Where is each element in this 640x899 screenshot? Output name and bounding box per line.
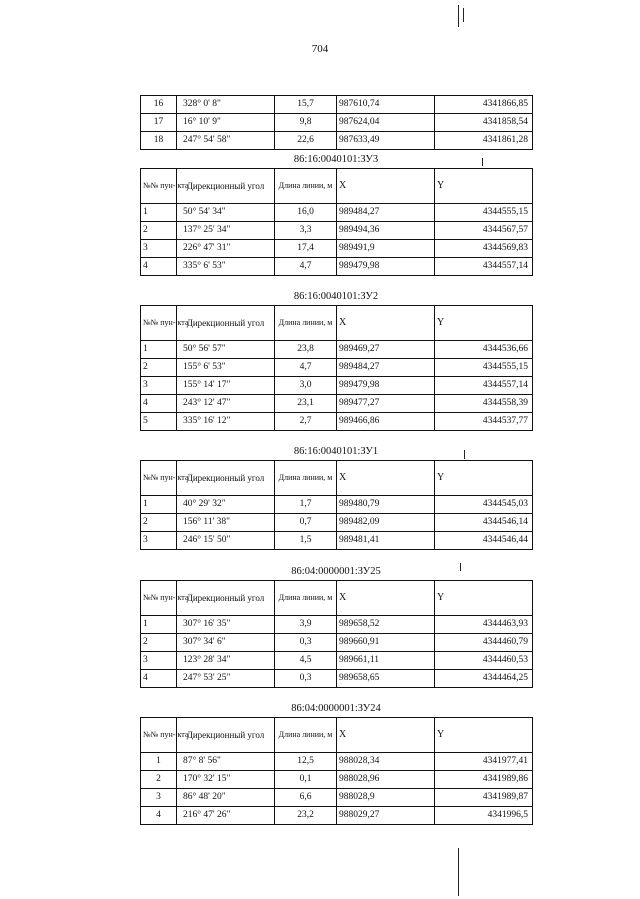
length-cell: 4,7 — [275, 258, 337, 276]
bearing-cell: 87° 8' 56" — [177, 753, 275, 771]
point-number-cell: 2 — [141, 634, 177, 652]
point-number-cell: 2 — [141, 514, 177, 532]
point-number-cell: 17 — [141, 114, 177, 132]
plot-zu3-section — [140, 152, 532, 276]
bearing-cell: 216° 47' 26" — [177, 807, 275, 825]
y-coordinate-cell: 4344460,79 — [435, 634, 533, 652]
length-cell: 4,7 — [275, 359, 337, 377]
bearing-cell: 170° 32' 15" — [177, 771, 275, 789]
point-number-cell: 1 — [141, 616, 177, 634]
header-y: Y — [435, 169, 533, 204]
table-row — [141, 789, 533, 807]
bearing-cell: 155° 14' 17" — [177, 377, 275, 395]
data-table — [140, 580, 533, 688]
x-coordinate-cell: 987633,49 — [337, 132, 435, 150]
point-number-cell: 1 — [141, 753, 177, 771]
header-y: Y — [435, 461, 533, 496]
x-coordinate-cell: 989479,98 — [337, 258, 435, 276]
x-coordinate-cell: 989658,52 — [337, 616, 435, 634]
header-length: Длина линии, м — [275, 581, 337, 616]
cadastral-number-caption: 86:16:0040101:ЗУ1 — [293, 446, 379, 457]
length-cell: 0,1 — [275, 771, 337, 789]
table-row — [141, 359, 533, 377]
point-number-cell: 2 — [141, 222, 177, 240]
table-row — [141, 514, 533, 532]
data-table — [140, 460, 533, 550]
y-coordinate-cell: 4344555,15 — [435, 204, 533, 222]
point-number-cell: 1 — [141, 341, 177, 359]
y-coordinate-cell: 4344460,53 — [435, 652, 533, 670]
point-number-cell: 4 — [141, 258, 177, 276]
y-coordinate-cell: 4341989,87 — [435, 789, 533, 807]
x-coordinate-cell: 989661,11 — [337, 652, 435, 670]
header-x: X — [337, 169, 435, 204]
point-number-cell: 4 — [141, 395, 177, 413]
header-point-number: №№ пун- кта — [141, 718, 177, 753]
point-number-cell: 4 — [141, 670, 177, 688]
table-row — [141, 222, 533, 240]
point-number-cell: 3 — [141, 652, 177, 670]
x-coordinate-cell: 989494,36 — [337, 222, 435, 240]
cadastral-number-caption: 86:04:0000001:ЗУ25 — [291, 566, 381, 577]
y-coordinate-cell: 4344464,25 — [435, 670, 533, 688]
length-cell: 3,9 — [275, 616, 337, 634]
y-coordinate-cell: 4341861,28 — [435, 132, 533, 150]
plot-zu1-section — [140, 444, 532, 550]
header-length: Длина линии, м — [275, 169, 337, 204]
point-number-cell: 5 — [141, 413, 177, 431]
scan-artifact-line — [463, 8, 464, 22]
header-length: Длина линии, м — [275, 306, 337, 341]
data-table — [140, 168, 533, 276]
point-number-cell: 2 — [141, 771, 177, 789]
y-coordinate-cell: 4344537,77 — [435, 413, 533, 431]
x-coordinate-cell: 989660,91 — [337, 634, 435, 652]
length-cell: 3,3 — [275, 222, 337, 240]
bearing-cell: 335° 16' 12" — [177, 413, 275, 431]
bearing-cell: 137° 25' 34" — [177, 222, 275, 240]
length-cell: 23,2 — [275, 807, 337, 825]
table-row — [141, 377, 533, 395]
point-number-cell: 2 — [141, 359, 177, 377]
table-row — [141, 753, 533, 771]
point-number-cell: 18 — [141, 132, 177, 150]
scan-artifact-line — [464, 450, 465, 459]
length-cell: 23,8 — [275, 341, 337, 359]
header-point-number: №№ пун- кта — [141, 306, 177, 341]
header-point-number: №№ пун- кта — [141, 461, 177, 496]
point-number-cell: 1 — [141, 204, 177, 222]
bearing-cell: 123° 28' 34" — [177, 652, 275, 670]
data-table — [140, 717, 533, 825]
x-coordinate-cell: 989658,65 — [337, 670, 435, 688]
y-coordinate-cell: 4344536,66 — [435, 341, 533, 359]
bearing-cell: 86° 48' 20" — [177, 789, 275, 807]
length-cell: 0,7 — [275, 514, 337, 532]
length-cell: 12,5 — [275, 753, 337, 771]
coordinates-table-continuation — [140, 95, 532, 150]
header-length: Длина линии, м — [275, 718, 337, 753]
length-cell: 6,6 — [275, 789, 337, 807]
table-row — [141, 96, 533, 114]
x-coordinate-cell: 989484,27 — [337, 204, 435, 222]
bearing-cell: 247° 54' 58" — [177, 132, 275, 150]
cadastral-number-caption: 86:16:0040101:ЗУ3 — [293, 154, 379, 165]
x-coordinate-cell: 989469,27 — [337, 341, 435, 359]
header-y: Y — [435, 718, 533, 753]
x-coordinate-cell: 989479,98 — [337, 377, 435, 395]
header-x: X — [337, 718, 435, 753]
length-cell: 2,7 — [275, 413, 337, 431]
header-bearing: Дирекционный угол — [177, 169, 275, 204]
scan-artifact-line — [458, 848, 459, 896]
bearing-cell: 16° 10' 9" — [177, 114, 275, 132]
header-point-number: №№ пун- кта — [141, 581, 177, 616]
y-coordinate-cell: 4341858,54 — [435, 114, 533, 132]
table-row — [141, 413, 533, 431]
header-bearing: Дирекционный угол — [177, 581, 275, 616]
header-point-number: №№ пун- кта — [141, 169, 177, 204]
point-number-cell: 1 — [141, 496, 177, 514]
point-number-cell: 3 — [141, 532, 177, 550]
length-cell: 16,0 — [275, 204, 337, 222]
length-cell: 1,7 — [275, 496, 337, 514]
length-cell: 3,0 — [275, 377, 337, 395]
x-coordinate-cell: 987610,74 — [337, 96, 435, 114]
y-coordinate-cell: 4344546,14 — [435, 514, 533, 532]
bearing-cell: 246° 15' 50" — [177, 532, 275, 550]
y-coordinate-cell: 4344558,39 — [435, 395, 533, 413]
point-number-cell: 4 — [141, 807, 177, 825]
x-coordinate-cell: 988028,9 — [337, 789, 435, 807]
length-cell: 22,6 — [275, 132, 337, 150]
y-coordinate-cell: 4344569,83 — [435, 240, 533, 258]
bearing-cell: 328° 0' 8" — [177, 96, 275, 114]
bearing-cell: 40° 29' 32" — [177, 496, 275, 514]
bearing-cell: 307° 34' 6" — [177, 634, 275, 652]
table-row — [141, 652, 533, 670]
x-coordinate-cell: 989482,09 — [337, 514, 435, 532]
y-coordinate-cell: 4344463,93 — [435, 616, 533, 634]
scan-artifact-line — [458, 5, 459, 27]
table-row — [141, 258, 533, 276]
header-bearing: Дирекционный угол — [177, 306, 275, 341]
x-coordinate-cell: 989491,9 — [337, 240, 435, 258]
y-coordinate-cell: 4341996,5 — [435, 807, 533, 825]
table-row — [141, 807, 533, 825]
bearing-cell: 247° 53' 25" — [177, 670, 275, 688]
table-row — [141, 771, 533, 789]
table-row — [141, 204, 533, 222]
y-coordinate-cell: 4341977,41 — [435, 753, 533, 771]
bearing-cell: 50° 54' 34" — [177, 204, 275, 222]
length-cell: 15,7 — [275, 96, 337, 114]
point-number-cell: 16 — [141, 96, 177, 114]
length-cell: 1,5 — [275, 532, 337, 550]
table-row — [141, 496, 533, 514]
y-coordinate-cell: 4344545,03 — [435, 496, 533, 514]
header-bearing: Дирекционный угол — [177, 718, 275, 753]
cadastral-number-caption: 86:04:0000001:ЗУ24 — [291, 703, 381, 714]
header-length: Длина линии, м — [275, 461, 337, 496]
length-cell: 23,1 — [275, 395, 337, 413]
table-row — [141, 395, 533, 413]
x-coordinate-cell: 989480,79 — [337, 496, 435, 514]
bearing-cell: 156° 11' 38" — [177, 514, 275, 532]
table-row — [141, 670, 533, 688]
table-row — [141, 341, 533, 359]
plot-zu25-section — [140, 564, 532, 688]
y-coordinate-cell: 4344567,57 — [435, 222, 533, 240]
y-coordinate-cell: 4344557,14 — [435, 377, 533, 395]
scan-artifact-line — [460, 563, 461, 571]
bearing-cell: 226° 47' 31" — [177, 240, 275, 258]
x-coordinate-cell: 988028,96 — [337, 771, 435, 789]
bearing-cell: 50° 56' 57" — [177, 341, 275, 359]
bearing-cell: 243° 12' 47" — [177, 395, 275, 413]
table-row — [141, 240, 533, 258]
table-row — [141, 132, 533, 150]
header-bearing: Дирекционный угол — [177, 461, 275, 496]
header-x: X — [337, 461, 435, 496]
y-coordinate-cell: 4341989,86 — [435, 771, 533, 789]
x-coordinate-cell: 987624,04 — [337, 114, 435, 132]
x-coordinate-cell: 989484,27 — [337, 359, 435, 377]
header-x: X — [337, 581, 435, 616]
table-row — [141, 114, 533, 132]
scan-artifact-line — [482, 158, 483, 166]
data-table — [140, 95, 533, 150]
y-coordinate-cell: 4344557,14 — [435, 258, 533, 276]
header-y: Y — [435, 581, 533, 616]
page-number: 704 — [311, 43, 329, 55]
length-cell: 4,5 — [275, 652, 337, 670]
bearing-cell: 335° 6' 53" — [177, 258, 275, 276]
header-y: Y — [435, 306, 533, 341]
table-row — [141, 634, 533, 652]
y-coordinate-cell: 4344555,15 — [435, 359, 533, 377]
y-coordinate-cell: 4341866,85 — [435, 96, 533, 114]
x-coordinate-cell: 989477,27 — [337, 395, 435, 413]
bearing-cell: 155° 6' 53" — [177, 359, 275, 377]
plot-zu2-section — [140, 289, 532, 431]
x-coordinate-cell: 989466,86 — [337, 413, 435, 431]
y-coordinate-cell: 4344546,44 — [435, 532, 533, 550]
point-number-cell: 3 — [141, 240, 177, 258]
length-cell: 0,3 — [275, 670, 337, 688]
table-row — [141, 532, 533, 550]
x-coordinate-cell: 988029,27 — [337, 807, 435, 825]
length-cell: 0,3 — [275, 634, 337, 652]
table-row — [141, 616, 533, 634]
cadastral-number-caption: 86:16:0040101:ЗУ2 — [293, 291, 379, 302]
length-cell: 9,8 — [275, 114, 337, 132]
x-coordinate-cell: 988028,34 — [337, 753, 435, 771]
point-number-cell: 3 — [141, 789, 177, 807]
plot-zu24-section — [140, 701, 532, 825]
bearing-cell: 307° 16' 35" — [177, 616, 275, 634]
data-table — [140, 305, 533, 431]
x-coordinate-cell: 989481,41 — [337, 532, 435, 550]
header-x: X — [337, 306, 435, 341]
length-cell: 17,4 — [275, 240, 337, 258]
point-number-cell: 3 — [141, 377, 177, 395]
